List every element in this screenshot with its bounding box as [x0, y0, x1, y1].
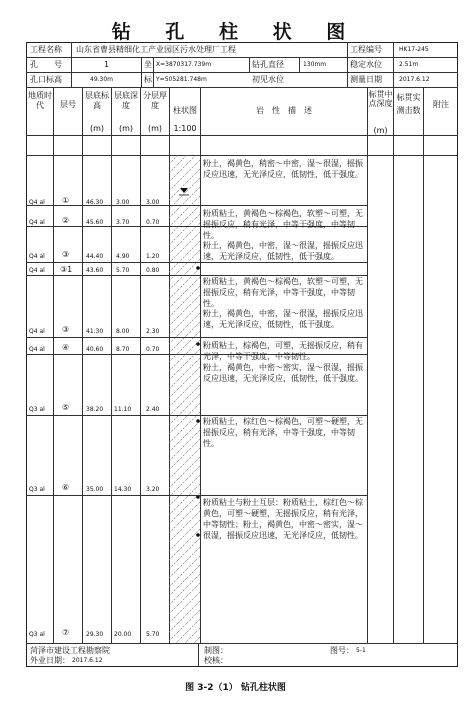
- layer-description: 粉土，褐黄色，中密，湿～很湿，摇振反应迅速，无光泽反应，低韧性，低干强度。: [203, 241, 363, 261]
- coord-y: Y=505281.748m: [156, 76, 207, 83]
- layer-description: 粉质粘土，黄褐色～棕褐色，软塑～可塑，无摇振反应，稍有光泽，中等干强度，中等韧性。: [203, 209, 363, 240]
- layer-depth: 8.00: [116, 328, 130, 335]
- layer-depth: 3.70: [116, 219, 130, 226]
- layer-era: Q4 al: [29, 328, 45, 335]
- layer-era: Q4 al: [29, 267, 45, 274]
- coord-label: 坐: [144, 60, 152, 69]
- layer-elev: 35.00: [86, 486, 104, 493]
- layer-elev: 38.20: [86, 406, 104, 413]
- layer-thick: 3.20: [146, 486, 160, 493]
- layer-description: 粉质粘土，棕褐色，可塑，无摇振反应，稍有光泽，中等干强度，中等韧性。: [203, 341, 363, 361]
- col-spt-depth: 标贯中点深度: [368, 90, 393, 108]
- layer-era: Q3 al: [29, 406, 45, 413]
- col-layer: 层号: [60, 100, 76, 109]
- layer-no: ④: [62, 343, 70, 352]
- col-bottom-elev: 层底标高: [85, 91, 109, 110]
- company-name: 菏泽市建设工程勘察院: [30, 646, 110, 655]
- layer-no: ③: [62, 325, 70, 334]
- field-date-label: 外业日期：: [30, 656, 70, 665]
- col-note: 附注: [433, 100, 449, 109]
- figure-no-value: 5-1: [356, 647, 366, 654]
- layer-no: ⑦: [62, 628, 70, 637]
- layer-depth: 4.90: [116, 253, 130, 260]
- col-thickness-unit: (m): [147, 124, 163, 133]
- checked-by-label: 校核：: [204, 656, 228, 665]
- col-spt-depth-unit: (m): [373, 126, 388, 135]
- layer-no: ①: [62, 196, 70, 205]
- layer-depth: 5.70: [116, 267, 130, 274]
- layer-thick: 2.40: [146, 406, 160, 413]
- stratigraphic-column: [169, 155, 200, 643]
- diameter-label: 钻孔直径: [252, 60, 284, 69]
- layer-era: Q3 al: [29, 486, 45, 493]
- layer-depth: 11.10: [114, 406, 132, 413]
- project-name-label: 工程名称: [30, 45, 62, 54]
- elevation-label: 孔口标高: [30, 75, 62, 84]
- layer-description: 粉质粘土，黄褐色～棕褐色，软塑～可塑，无摇振反应，稍有光泽，中等干强度，中等韧性。: [203, 277, 363, 308]
- layer-no: ③1: [60, 265, 73, 274]
- field-date-value: 2017.6.12: [72, 657, 103, 664]
- page-title: 钻 孔 柱 状 图: [111, 21, 360, 43]
- project-name-value: 山东省曹县精细化工产业园区污水处理厂工程: [76, 45, 236, 54]
- layer-depth: 14.30: [114, 486, 132, 493]
- layer-elev: 45.60: [86, 219, 104, 226]
- figure-no-label: 图号：: [330, 646, 354, 655]
- layer-depth: 20.00: [114, 631, 132, 638]
- layer-era: Q4 al: [29, 253, 45, 260]
- measure-date-label: 测量日期: [350, 75, 382, 84]
- spt-point-icon: [196, 266, 200, 270]
- hole-no-label: 孔 号: [30, 60, 62, 69]
- layer-elev: 40.60: [86, 346, 104, 353]
- layer-elev: 41.30: [86, 328, 104, 335]
- figure-caption: 图 3-2（1） 钻孔柱状图: [185, 683, 286, 693]
- layer-thick: 2.30: [146, 328, 160, 335]
- stable-water-label: 稳定水位: [350, 60, 382, 69]
- layer-era: Q4 al: [29, 219, 45, 226]
- layer-no: ⑥: [62, 483, 70, 492]
- col-column: 柱状图: [173, 106, 197, 115]
- layer-description: 粉土，褐黄色，稍密～中密，湿～很湿，摇振反应迅速，无光泽反应，低韧性，低干强度。: [203, 159, 363, 179]
- diameter-value: 130mm: [303, 61, 327, 68]
- col-bottom-depth-unit: (m): [118, 124, 134, 133]
- layer-elev: 46.30: [86, 199, 104, 206]
- layer-era: Q4 al: [29, 199, 45, 206]
- spt-point-icon: [196, 533, 200, 537]
- coord-label-2: 标: [144, 75, 152, 84]
- layer-description: 粉质粘土，棕红色～棕褐色，可塑～硬塑，无摇振反应，稍有光泽，中等干强度，中等韧性。: [203, 417, 363, 448]
- project-no-value: HK17-245: [399, 46, 429, 53]
- layer-thick: 0.80: [146, 267, 160, 274]
- layer-thick: 5.70: [146, 631, 160, 638]
- layer-era: Q4 al: [29, 346, 45, 353]
- layer-no: ⑤: [62, 403, 70, 412]
- col-thickness: 分层厚度: [143, 91, 167, 110]
- layer-thick: 0.70: [146, 346, 160, 353]
- layer-no: ②: [62, 216, 70, 225]
- layer-thick: 0.70: [146, 219, 160, 226]
- spt-point-icon: [196, 419, 200, 423]
- col-bottom-elev-unit: (m): [89, 124, 105, 133]
- col-spt-count: 标贯实测击数: [396, 93, 421, 115]
- spt-point-icon: [196, 342, 200, 346]
- layer-elev: 43.60: [86, 267, 104, 274]
- hole-no-value: 1: [104, 60, 110, 69]
- layer-description: 粉土，褐黄色，中密～密实，湿～很湿，摇振反应迅速，无光泽反应，低韧性，低干强度。: [203, 363, 363, 383]
- initial-water-label: 初见水位: [252, 75, 284, 84]
- layer-thick: 1.20: [146, 253, 160, 260]
- layer-era: Q3 al: [29, 631, 45, 638]
- project-no-label: 工程编号: [350, 45, 382, 54]
- col-description: 岩 性 描 述: [256, 106, 312, 115]
- coord-x: X=3870317.739m: [156, 61, 212, 68]
- stable-water-value: 2.51m: [399, 61, 419, 68]
- elevation-value: 49.30m: [90, 76, 114, 83]
- layer-no: ③: [62, 250, 70, 259]
- measure-date-value: 2017.6.12: [399, 76, 430, 83]
- layer-depth: 3.00: [116, 199, 130, 206]
- drawn-by-label: 制图：: [204, 646, 228, 655]
- col-era: 地质时代: [28, 91, 52, 110]
- layer-description: 粉土，褐黄色，中密，湿～很湿，摇振反应迅速，无光泽反应，低韧性，低干强度。: [203, 309, 363, 329]
- layer-depth: 8.70: [116, 346, 130, 353]
- layer-description: 粉质粘土与粉土互层：粉质粘土，棕红色～棕黄色，可塑～硬塑，无摇振反应，稍有光泽，中等韧性；粉土，褐黄色，中密～密实，湿～很湿，摇振反应迅速，无光泽反应，低韧性。: [203, 498, 363, 540]
- layer-thick: 3.00: [146, 199, 160, 206]
- layer-elev: 44.40: [86, 253, 104, 260]
- col-bottom-depth: 层底深度: [114, 91, 138, 110]
- layer-elev: 29.30: [86, 631, 104, 638]
- col-scale: 1:100: [173, 124, 197, 133]
